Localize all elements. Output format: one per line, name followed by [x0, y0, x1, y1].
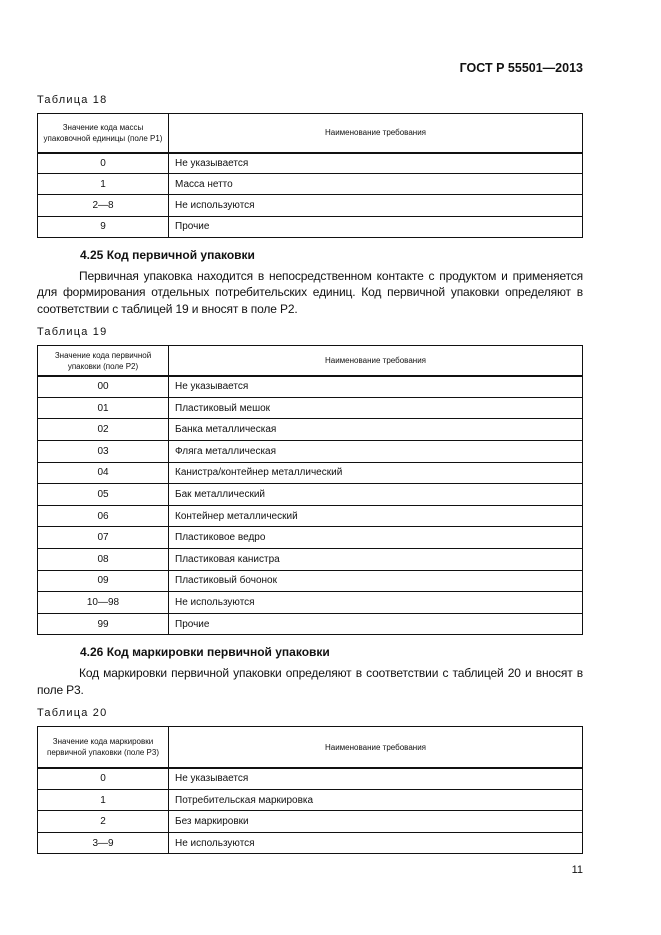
requirement-cell: Не используются — [169, 195, 583, 216]
table-row — [38, 811, 583, 833]
table-row — [38, 195, 583, 216]
table-row — [38, 570, 583, 592]
code-cell: 99 — [38, 613, 169, 635]
column-header-requirement: Наименование требования — [169, 727, 583, 768]
section-4-25-heading: 4.25 Код первичной упаковки — [80, 247, 255, 262]
column-header-requirement: Наименование требования — [169, 346, 583, 376]
code-cell: 1 — [38, 789, 169, 811]
table-row — [38, 832, 583, 854]
requirement-cell: Без маркировки — [169, 811, 583, 833]
section-4-26-heading: 4.26 Код маркировки первичной упаковки — [80, 645, 330, 660]
table-row — [38, 549, 583, 571]
requirement-cell: Пластиковая канистра — [169, 549, 583, 571]
table-row — [38, 153, 583, 174]
section-4-26-body: Код маркировки первичной упаковки определяют в соответствии с таблицей 20 и вносят в поле Р3. — [37, 666, 583, 697]
code-cell: 04 — [38, 462, 169, 484]
requirement-cell: Банка металлическая — [169, 419, 583, 441]
code-cell: 06 — [38, 505, 169, 527]
code-cell: 07 — [38, 527, 169, 549]
requirement-cell: Не используются — [169, 832, 583, 854]
code-cell: 2 — [38, 811, 169, 833]
table-20 — [37, 726, 583, 854]
table-18-caption: Таблица 18 — [37, 94, 108, 106]
code-cell: 05 — [38, 484, 169, 506]
code-cell: 01 — [38, 397, 169, 419]
table-row — [38, 789, 583, 811]
requirement-cell: Контейнер металлический — [169, 505, 583, 527]
standard-header: ГОСТ Р 55501—2013 — [459, 61, 583, 75]
requirement-cell: Масса нетто — [169, 174, 583, 195]
requirement-cell: Фляга металлическая — [169, 441, 583, 463]
column-header-code: Значение кода маркировки первичной упаковки (поле Р3) — [38, 727, 169, 768]
code-cell: 10—98 — [38, 592, 169, 614]
section-4-25-body: Первичная упаковка находится в непосредственном контакте с продуктом и применяется для формирования отдельных потребительских единиц. Код первичной упаковки определяют в соответствии с таблицей 19 и вносят в поле Р2. — [37, 268, 583, 316]
requirement-cell: Пластиковый мешок — [169, 397, 583, 419]
requirement-cell: Бак металлический — [169, 484, 583, 506]
requirement-cell: Не используются — [169, 592, 583, 614]
table-row — [38, 441, 583, 463]
table-20-caption: Таблица 20 — [37, 707, 108, 720]
requirement-cell: Пластиковый бочонок — [169, 570, 583, 592]
page-number: 11 — [571, 864, 583, 877]
requirement-cell: Не указывается — [169, 376, 583, 398]
table-row — [38, 592, 583, 614]
code-cell: 0 — [38, 153, 169, 174]
table-header-row — [38, 346, 583, 376]
code-cell: 00 — [38, 376, 169, 398]
requirement-cell: Потребительская маркировка — [169, 789, 583, 811]
table-row — [38, 462, 583, 484]
table-row — [38, 768, 583, 790]
requirement-cell: Прочие — [169, 216, 583, 237]
table-header-row — [38, 727, 583, 768]
code-cell: 1 — [38, 174, 169, 195]
requirement-cell: Не указывается — [169, 768, 583, 790]
table-18 — [37, 113, 583, 238]
table-row — [38, 376, 583, 398]
requirement-cell: Не указывается — [169, 153, 583, 174]
table-row — [38, 613, 583, 635]
column-header-code: Значение кода массы упаковочной единицы (поле Р1) — [38, 114, 169, 153]
table-19 — [37, 345, 583, 635]
section-4-25-text — [37, 268, 583, 318]
code-cell: 2—8 — [38, 195, 169, 216]
table-row — [38, 505, 583, 527]
column-header-requirement: Наименование требования — [169, 114, 583, 153]
table-header-row — [38, 114, 583, 153]
table-row — [38, 216, 583, 237]
code-cell: 02 — [38, 419, 169, 441]
requirement-cell: Прочие — [169, 613, 583, 635]
table-row — [38, 527, 583, 549]
table-row — [38, 397, 583, 419]
table-19-caption: Таблица 19 — [37, 326, 108, 339]
code-cell: 03 — [38, 441, 169, 463]
requirement-cell: Канистра/контейнер металлический — [169, 462, 583, 484]
requirement-cell: Пластиковое ведро — [169, 527, 583, 549]
code-cell: 0 — [38, 768, 169, 790]
table-row — [38, 484, 583, 506]
column-header-code: Значение кода первичной упаковки (поле Р2) — [38, 346, 169, 376]
code-cell: 9 — [38, 216, 169, 237]
code-cell: 09 — [38, 570, 169, 592]
code-cell: 08 — [38, 549, 169, 571]
table-row — [38, 174, 583, 195]
section-4-26-text — [37, 665, 583, 698]
table-row — [38, 419, 583, 441]
code-cell: 3—9 — [38, 832, 169, 854]
